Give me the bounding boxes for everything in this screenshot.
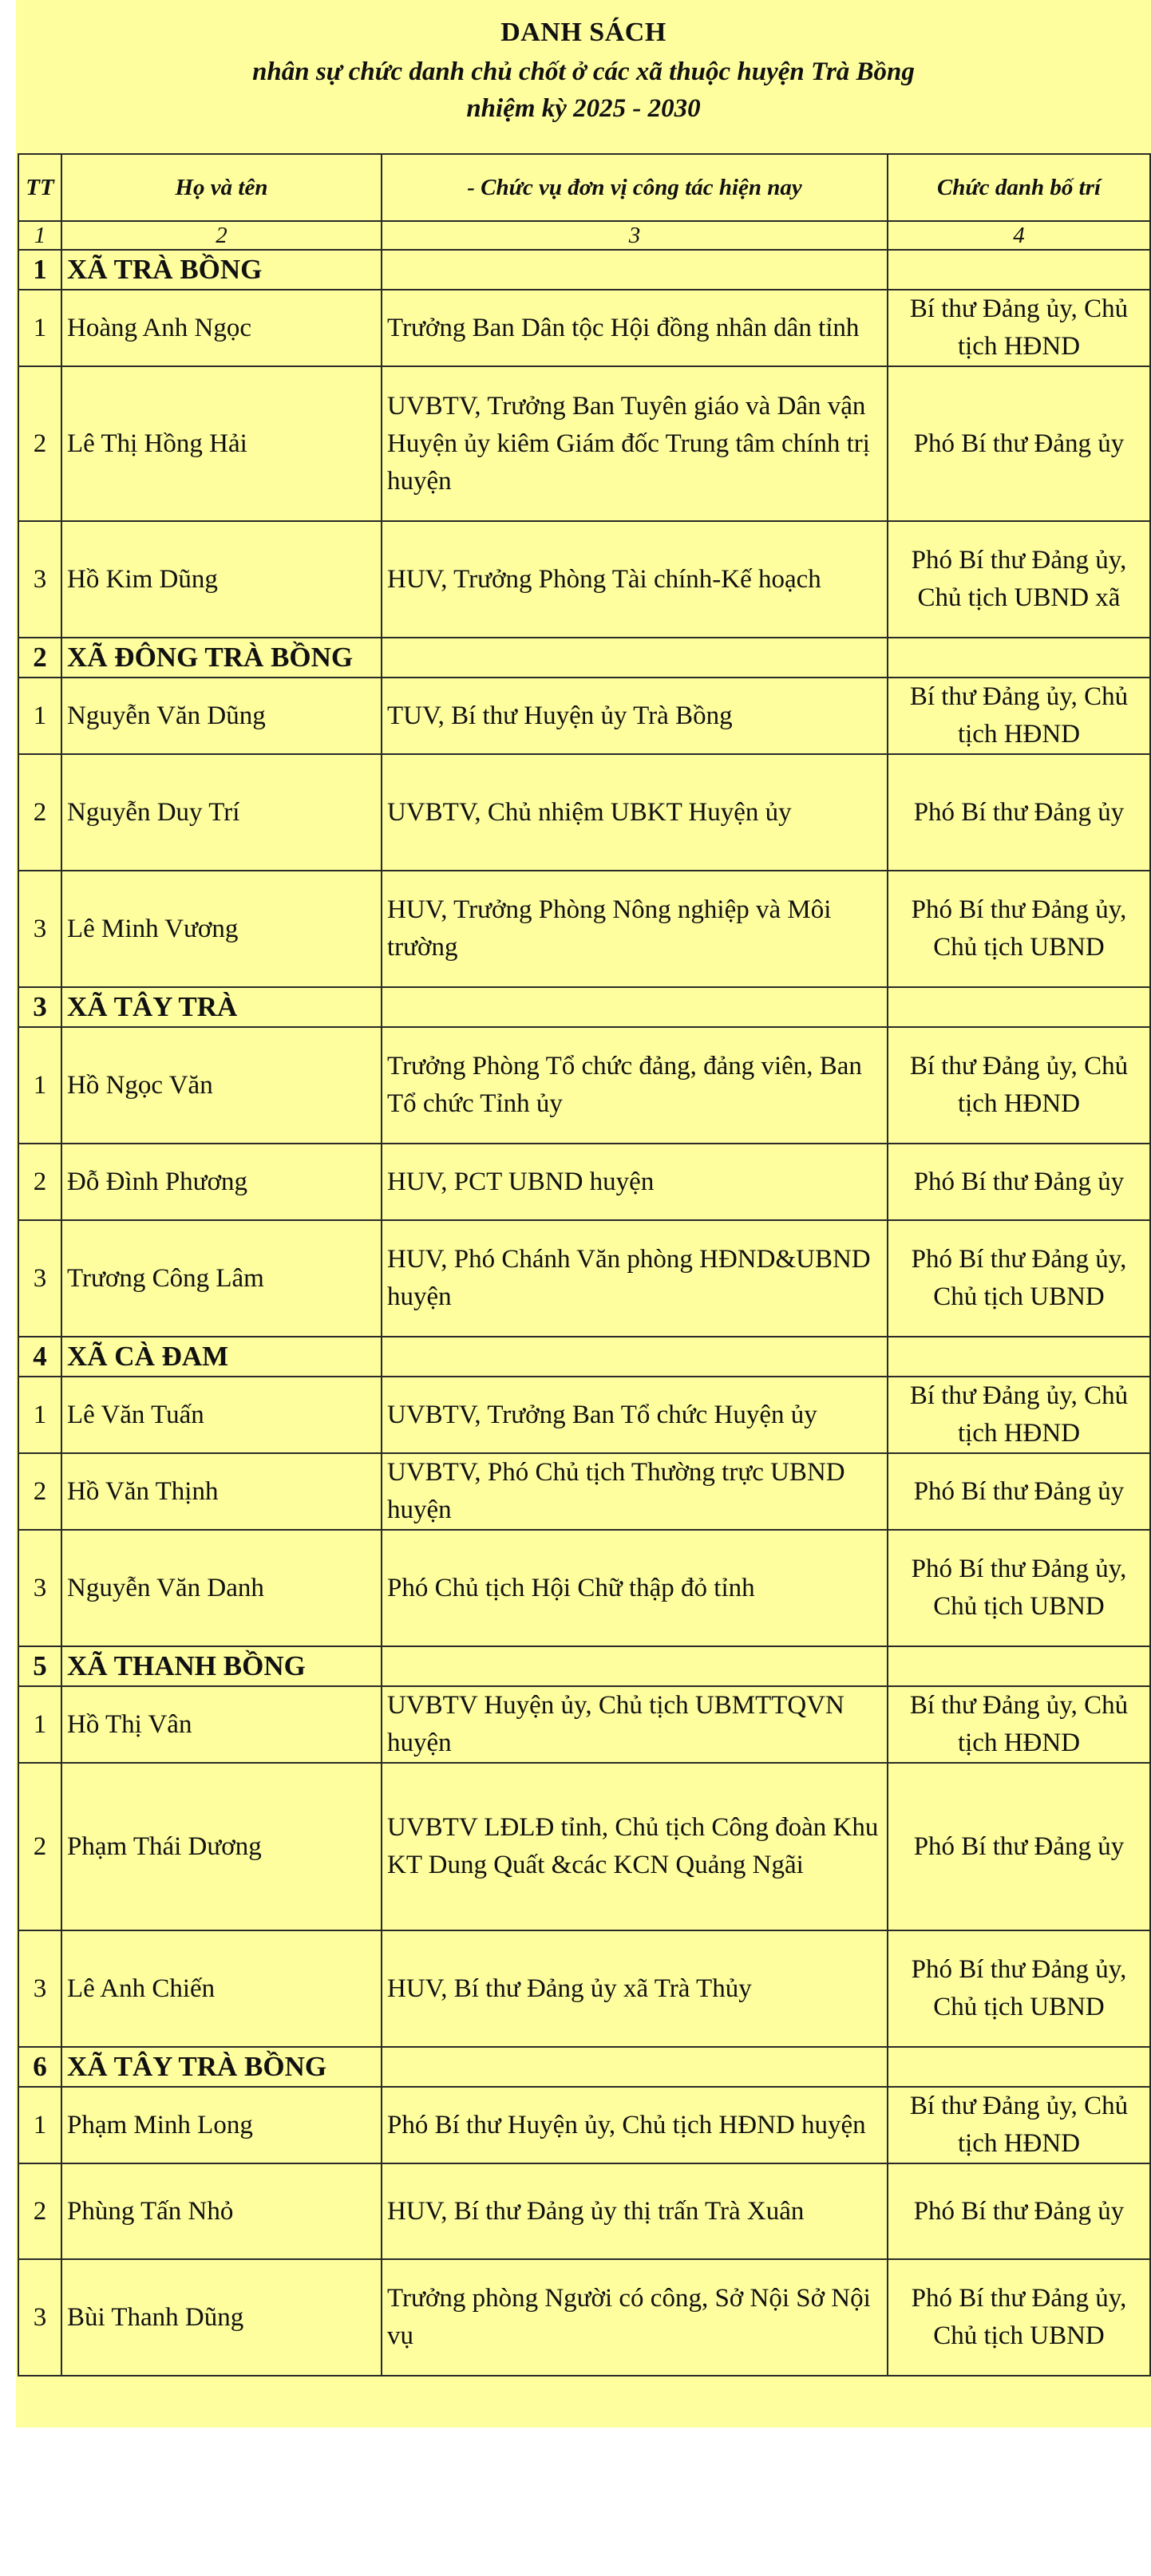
empty-cell bbox=[382, 638, 888, 678]
assigned-position: Phó Bí thư Đảng ủy, Chủ tịch UBND bbox=[888, 1930, 1150, 2047]
row-number: 3 bbox=[18, 1930, 61, 2047]
person-name: Nguyễn Duy Trí bbox=[61, 754, 382, 871]
person-name: Bùi Thanh Dũng bbox=[61, 2259, 382, 2376]
table-row bbox=[18, 366, 1150, 521]
current-position: HUV, Phó Chánh Văn phòng HĐND&UBND huyện bbox=[382, 1220, 888, 1337]
current-position: Trưởng Ban Dân tộc Hội đồng nhân dân tỉnh bbox=[382, 290, 888, 366]
header-assigned-position: Chức danh bố trí bbox=[888, 154, 1150, 221]
table-row bbox=[18, 2259, 1150, 2376]
assigned-position: Phó Bí thư Đảng ủy bbox=[888, 1144, 1150, 1220]
assigned-position: Phó Bí thư Đảng ủy, Chủ tịch UBND bbox=[888, 871, 1150, 987]
document-title-block bbox=[16, 0, 1151, 153]
assigned-position: Phó Bí thư Đảng ủy bbox=[888, 2163, 1150, 2259]
assigned-position: Phó Bí thư Đảng ủy bbox=[888, 754, 1150, 871]
current-position: Phó Chủ tịch Hội Chữ thập đỏ tỉnh bbox=[382, 1530, 888, 1646]
group-number: 2 bbox=[18, 638, 61, 678]
row-number: 2 bbox=[18, 1453, 61, 1530]
commune-name: XÃ ĐÔNG TRÀ BỒNG bbox=[61, 638, 382, 678]
assigned-position: Bí thư Đảng ủy, Chủ tịch HĐND bbox=[888, 1377, 1150, 1453]
header-current-position: - Chức vụ đơn vị công tác hiện nay bbox=[382, 154, 888, 221]
empty-cell bbox=[382, 250, 888, 290]
current-position: Trưởng phòng Người có công, Sở Nội Sở Nội vụ bbox=[382, 2259, 888, 2376]
person-name: Hoàng Anh Ngọc bbox=[61, 290, 382, 366]
personnel-table bbox=[18, 153, 1151, 2376]
person-name: Hồ Thị Vân bbox=[61, 1686, 382, 1763]
empty-cell bbox=[888, 2047, 1150, 2087]
group-number: 1 bbox=[18, 250, 61, 290]
row-number: 2 bbox=[18, 754, 61, 871]
assigned-position: Phó Bí thư Đảng ủy, Chủ tịch UBND bbox=[888, 2259, 1150, 2376]
commune-group-row bbox=[18, 1337, 1150, 1377]
table-row bbox=[18, 754, 1150, 871]
row-number: 1 bbox=[18, 1377, 61, 1453]
assigned-position: Phó Bí thư Đảng ủy, Chủ tịch UBND bbox=[888, 1530, 1150, 1646]
group-number: 3 bbox=[18, 987, 61, 1027]
table-row bbox=[18, 1686, 1150, 1763]
group-number: 6 bbox=[18, 2047, 61, 2087]
assigned-position: Phó Bí thư Đảng ủy, Chủ tịch UBND xã bbox=[888, 521, 1150, 638]
person-name: Hồ Ngọc Văn bbox=[61, 1027, 382, 1144]
document-title: DANH SÁCH bbox=[500, 18, 666, 47]
current-position: UVBTV, Trưởng Ban Tổ chức Huyện ủy bbox=[382, 1377, 888, 1453]
table-row bbox=[18, 678, 1150, 754]
current-position: Trưởng Phòng Tổ chức đảng, đảng viên, Ban Tổ chức Tỉnh ủy bbox=[382, 1027, 888, 1144]
assigned-position: Phó Bí thư Đảng ủy, Chủ tịch UBND bbox=[888, 1220, 1150, 1337]
row-number: 1 bbox=[18, 678, 61, 754]
assigned-position: Bí thư Đảng ủy, Chủ tịch HĐND bbox=[888, 2087, 1150, 2163]
table-row bbox=[18, 1144, 1150, 1220]
assigned-position: Phó Bí thư Đảng ủy bbox=[888, 366, 1150, 521]
header-name: Họ và tên bbox=[61, 154, 382, 221]
column-number-row bbox=[18, 221, 1150, 250]
row-number: 3 bbox=[18, 2259, 61, 2376]
person-name: Hồ Văn Thịnh bbox=[61, 1453, 382, 1530]
commune-name: XÃ TÂY TRÀ BỒNG bbox=[61, 2047, 382, 2087]
commune-group-row bbox=[18, 250, 1150, 290]
group-number: 4 bbox=[18, 1337, 61, 1377]
table-row bbox=[18, 1027, 1150, 1144]
current-position: HUV, Trưởng Phòng Tài chính-Kế hoạch bbox=[382, 521, 888, 638]
commune-name: XÃ TÂY TRÀ bbox=[61, 987, 382, 1027]
commune-group-row bbox=[18, 987, 1150, 1027]
row-number: 3 bbox=[18, 871, 61, 987]
document-term: nhiệm kỳ 2025 - 2030 bbox=[466, 94, 701, 123]
empty-cell bbox=[382, 2047, 888, 2087]
current-position: HUV, Trưởng Phòng Nông nghiệp và Môi trường bbox=[382, 871, 888, 987]
column-number: 2 bbox=[61, 221, 382, 250]
current-position: Phó Bí thư Huyện ủy, Chủ tịch HĐND huyện bbox=[382, 2087, 888, 2163]
current-position: UVBTV, Phó Chủ tịch Thường trực UBND huyện bbox=[382, 1453, 888, 1530]
table-row bbox=[18, 1763, 1150, 1930]
commune-group-row bbox=[18, 638, 1150, 678]
current-position: HUV, PCT UBND huyện bbox=[382, 1144, 888, 1220]
commune-name: XÃ THANH BỒNG bbox=[61, 1646, 382, 1686]
commune-group-row bbox=[18, 1646, 1150, 1686]
current-position: UVBTV Huyện ủy, Chủ tịch UBMTTQVN huyện bbox=[382, 1686, 888, 1763]
empty-cell bbox=[382, 1337, 888, 1377]
empty-cell bbox=[888, 638, 1150, 678]
row-number: 3 bbox=[18, 1530, 61, 1646]
table-row bbox=[18, 1453, 1150, 1530]
table-header-row bbox=[18, 154, 1150, 221]
column-number: 4 bbox=[888, 221, 1150, 250]
document-subtitle: nhân sự chức danh chủ chốt ở các xã thuộc huyện Trà Bồng bbox=[252, 57, 915, 86]
row-number: 1 bbox=[18, 1686, 61, 1763]
current-position: UVBTV LĐLĐ tỉnh, Chủ tịch Công đoàn Khu KT Dung Quất &các KCN Quảng Ngãi bbox=[382, 1763, 888, 1930]
person-name: Phạm Minh Long bbox=[61, 2087, 382, 2163]
commune-group-row bbox=[18, 2047, 1150, 2087]
table-row bbox=[18, 871, 1150, 987]
current-position: HUV, Bí thư Đảng ủy xã Trà Thủy bbox=[382, 1930, 888, 2047]
current-position: UVBTV, Trưởng Ban Tuyên giáo và Dân vận Huyện ủy kiêm Giám đốc Trung tâm chính trị huyện bbox=[382, 366, 888, 521]
person-name: Nguyễn Văn Dũng bbox=[61, 678, 382, 754]
row-number: 2 bbox=[18, 366, 61, 521]
table-row bbox=[18, 2087, 1150, 2163]
table-row bbox=[18, 521, 1150, 638]
person-name: Lê Văn Tuấn bbox=[61, 1377, 382, 1453]
current-position: HUV, Bí thư Đảng ủy thị trấn Trà Xuân bbox=[382, 2163, 888, 2259]
table-row bbox=[18, 1930, 1150, 2047]
row-number: 2 bbox=[18, 1144, 61, 1220]
column-number: 3 bbox=[382, 221, 888, 250]
empty-cell bbox=[888, 987, 1150, 1027]
table-row bbox=[18, 1220, 1150, 1337]
empty-cell bbox=[382, 1646, 888, 1686]
current-position: UVBTV, Chủ nhiệm UBKT Huyện ủy bbox=[382, 754, 888, 871]
commune-name: XÃ CÀ ĐAM bbox=[61, 1337, 382, 1377]
row-number: 1 bbox=[18, 290, 61, 366]
row-number: 1 bbox=[18, 1027, 61, 1144]
group-number: 5 bbox=[18, 1646, 61, 1686]
table-row bbox=[18, 2163, 1150, 2259]
row-number: 2 bbox=[18, 2163, 61, 2259]
row-number: 2 bbox=[18, 1763, 61, 1930]
row-number: 1 bbox=[18, 2087, 61, 2163]
assigned-position: Phó Bí thư Đảng ủy bbox=[888, 1453, 1150, 1530]
table-row bbox=[18, 290, 1150, 366]
person-name: Đỗ Đình Phương bbox=[61, 1144, 382, 1220]
table-row bbox=[18, 1530, 1150, 1646]
assigned-position: Phó Bí thư Đảng ủy bbox=[888, 1763, 1150, 1930]
column-number: 1 bbox=[18, 221, 61, 250]
assigned-position: Bí thư Đảng ủy, Chủ tịch HĐND bbox=[888, 678, 1150, 754]
person-name: Lê Minh Vương bbox=[61, 871, 382, 987]
person-name: Trương Công Lâm bbox=[61, 1220, 382, 1337]
current-position: TUV, Bí thư Huyện ủy Trà Bồng bbox=[382, 678, 888, 754]
person-name: Hồ Kim Dũng bbox=[61, 521, 382, 638]
table-row bbox=[18, 1377, 1150, 1453]
assigned-position: Bí thư Đảng ủy, Chủ tịch HĐND bbox=[888, 1027, 1150, 1144]
empty-cell bbox=[888, 1337, 1150, 1377]
empty-cell bbox=[888, 250, 1150, 290]
person-name: Phạm Thái Dương bbox=[61, 1763, 382, 1930]
empty-cell bbox=[888, 1646, 1150, 1686]
row-number: 3 bbox=[18, 1220, 61, 1337]
row-number: 3 bbox=[18, 521, 61, 638]
person-name: Lê Thị Hồng Hải bbox=[61, 366, 382, 521]
assigned-position: Bí thư Đảng ủy, Chủ tịch HĐND bbox=[888, 1686, 1150, 1763]
assigned-position: Bí thư Đảng ủy, Chủ tịch HĐND bbox=[888, 290, 1150, 366]
header-tt: TT bbox=[18, 154, 61, 221]
commune-name: XÃ TRÀ BỒNG bbox=[61, 250, 382, 290]
person-name: Phùng Tấn Nhỏ bbox=[61, 2163, 382, 2259]
person-name: Lê Anh Chiến bbox=[61, 1930, 382, 2047]
person-name: Nguyễn Văn Danh bbox=[61, 1530, 382, 1646]
empty-cell bbox=[382, 987, 888, 1027]
